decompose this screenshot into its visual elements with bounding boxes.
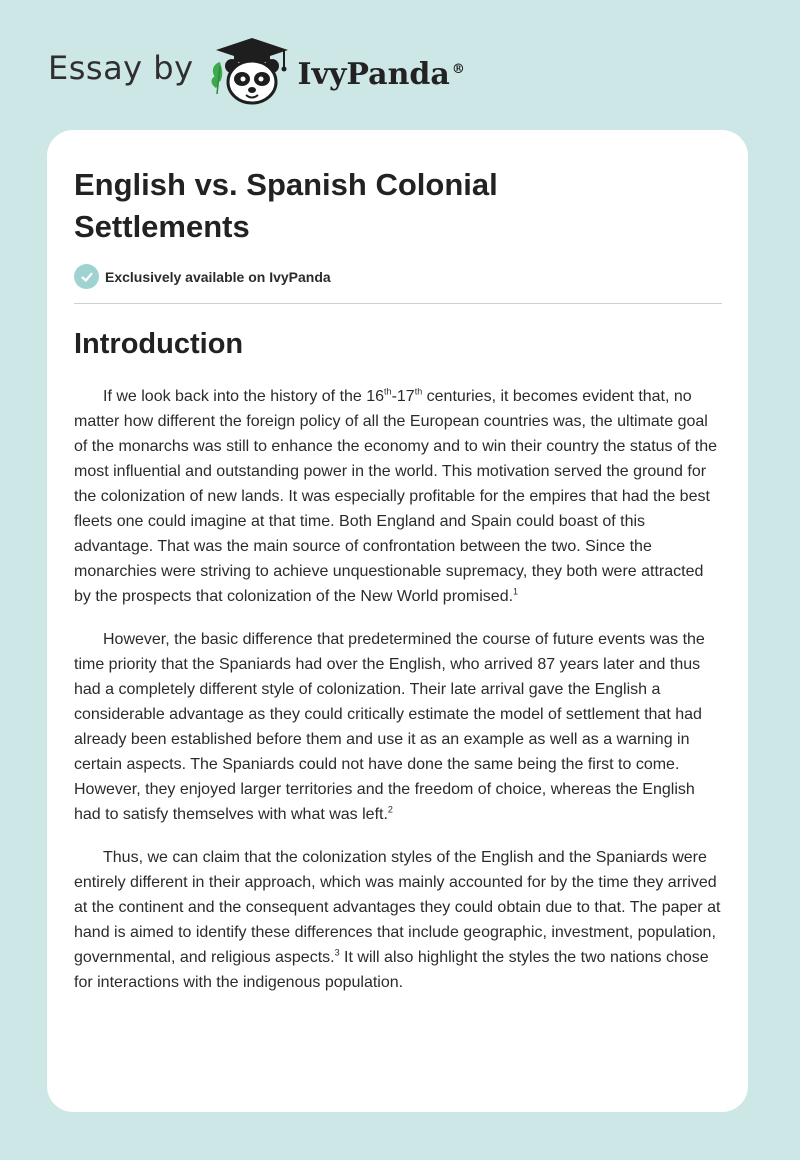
essay-body [74, 384, 724, 1013]
superscript-th: th [384, 386, 392, 397]
divider [74, 303, 722, 304]
badge-text: Exclusively available on IvyPanda [105, 268, 331, 285]
paragraph-2: However, the basic difference that predetermined the course of future events was the time priority that the Spaniards had over the English, who arrived 87 years later and thus had a completely different style of colonization. Their late arrival gave the English a considerable advantage as they could critically estimate the model of settlement that had already been established before them and use it as an example as well as a warning in certain aspects. The Spaniards could not have done the same being the first to come. However, they enjoyed larger territories and the freedom of choice, whereas the English had to satisfy themselves with what was left.$^2$ [74, 631, 705, 823]
panda-logo-icon[interactable] [208, 36, 294, 106]
exclusive-badge [74, 264, 331, 289]
brand-prefix: Essay by [48, 49, 194, 87]
brand-name: IvyPanda ® [297, 56, 465, 92]
essay-title: English vs. Spanish Colonial Settlements [74, 167, 498, 244]
check-circle-icon [74, 264, 99, 289]
paragraph-3: Thus, we can claim that the colonization styles of the English and the Spaniards were entirely different in their approach, which was mainly accounted for by the time they arrived at the continent and the consequent advantages they could obtain due to that. The paper at hand is aimed to identify these differences that include geographic, investment, population, governmental, and religious aspects.$^3$ It will also highlight the styles the two nations chose for interactions with the indigenous population. [74, 849, 721, 991]
section-heading-introduction: Introduction [74, 328, 244, 360]
footnote-ref-1[interactable]: 1 [513, 586, 519, 597]
superscript-th: th [414, 386, 423, 397]
footnote-ref-3[interactable]: 3 [334, 947, 340, 958]
registered-mark: ® [451, 61, 465, 77]
footnote-ref-2[interactable]: 2 [387, 804, 393, 815]
paragraph-1: If we look back into the history of the 16th-17th centuries, it becomes evident that, no matter how different the foreign policy of all the European countries was, the ultimate goal of the monarchs was still to enhance the economy and to win their country the status of the most influential and outstanding power in the world. This motivation served the ground for the colonization of new lands. It was especially profitable for the empires that had the best fleets one could imagine at that time. Both England and Spain could boast of this advantage. That was the main source of confrontation between the two. Since the monarchies were striving to achieve unquestionable supremacy, they both were attracted by the prospects that colonization of the New World promised.$^1$ [74, 386, 718, 605]
site-header [48, 36, 465, 106]
essay-card [47, 130, 748, 1112]
